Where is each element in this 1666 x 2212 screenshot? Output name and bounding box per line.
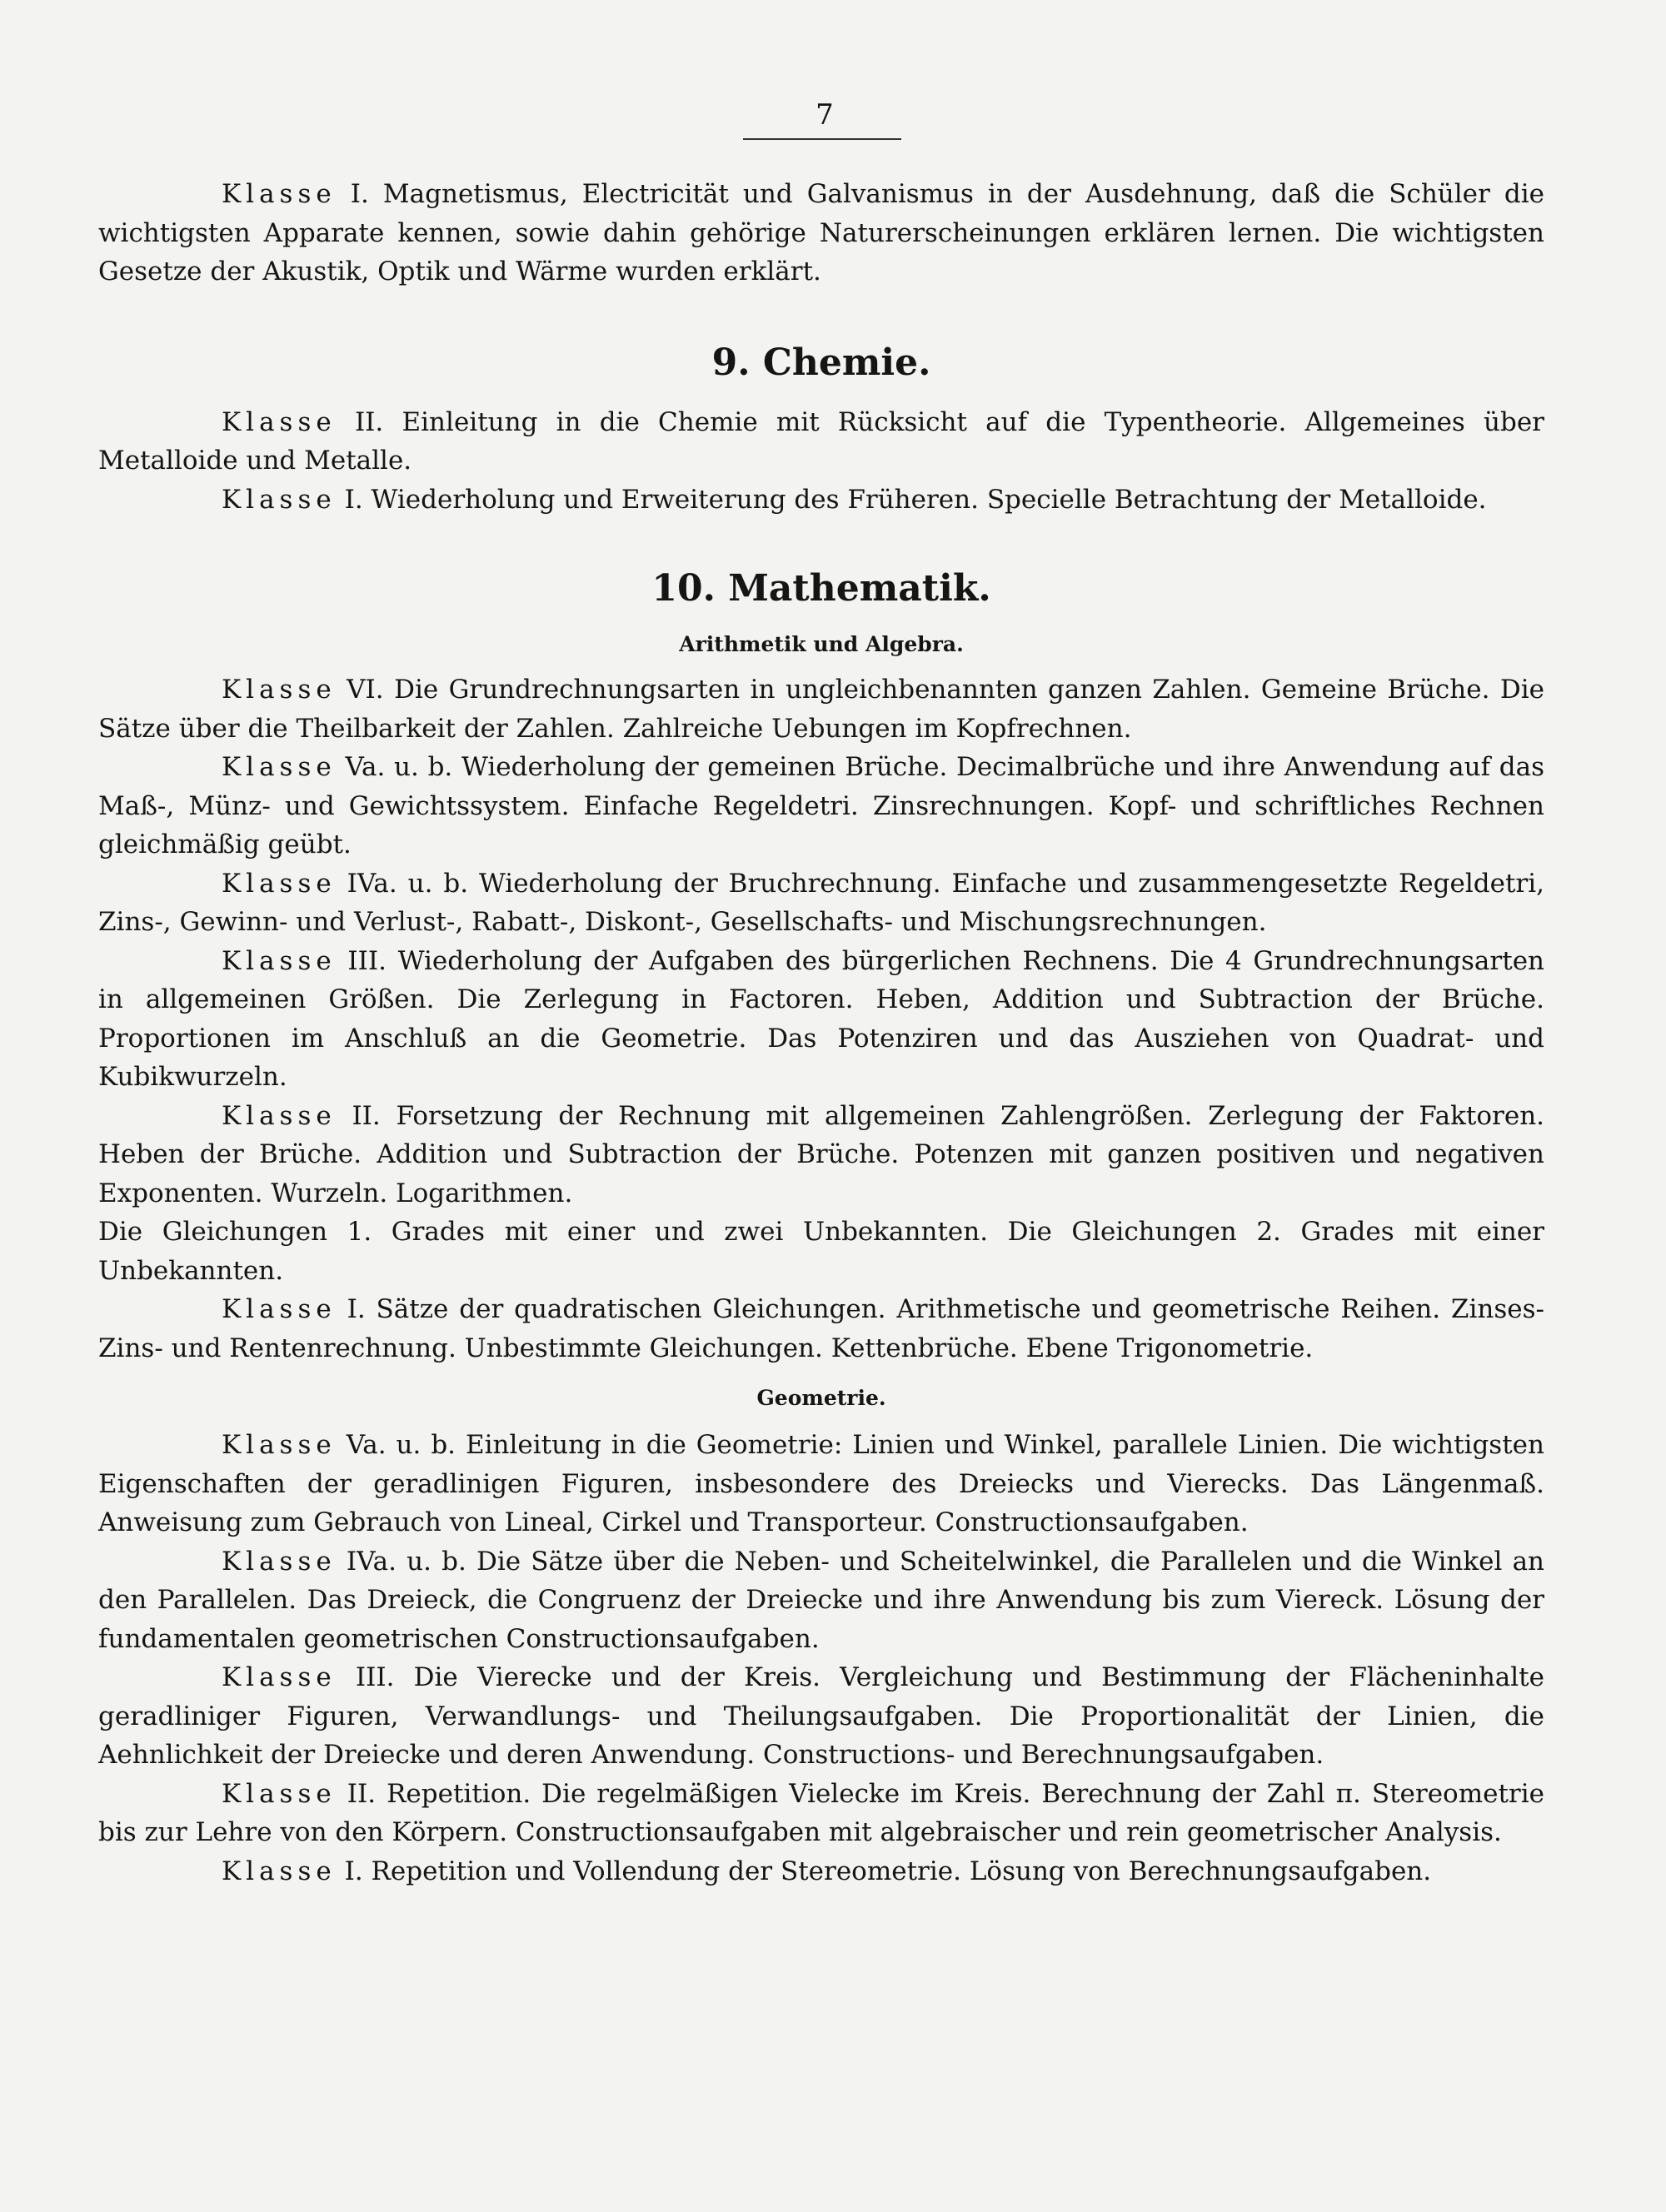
page-number: 7 bbox=[816, 98, 834, 132]
klasse-level: Va. u. b. bbox=[346, 1430, 456, 1460]
klasse-label: Klasse bbox=[222, 406, 337, 437]
klasse-level: Va. u. b. bbox=[345, 752, 453, 782]
physik-klasse-i-paragraph bbox=[98, 175, 1544, 291]
klasse-label: Klasse bbox=[222, 1430, 337, 1460]
chemie-klasse-ii-paragraph bbox=[98, 403, 1544, 481]
arith-gleichungen-paragraph bbox=[98, 1213, 1544, 1290]
klasse-level: I. bbox=[344, 1856, 363, 1886]
paragraph-text: Die Gleichungen 1. Grades mit einer und zwei Unbekannten. Die Gleichungen 2. Grades mit einer Unbekannten. bbox=[98, 1217, 1544, 1286]
paragraph-text: Einleitung in die Chemie mit Rücksicht auf die Typentheorie. Allgemeines über Metalloide und Metalle. bbox=[98, 406, 1545, 476]
klasse-level: IVa. u. b. bbox=[347, 868, 469, 899]
klasse-label: Klasse bbox=[222, 1100, 337, 1131]
geom-klasse-v-paragraph bbox=[98, 1426, 1544, 1542]
paragraph-text: Wiederholung der Bruchrechnung. Einfache und zusammengesetzte Regeldetri, Zins-, Gewinn- und Verlust-, Rabatt-, Diskont-, Gesellschafts- und Mischungsrechnungen. bbox=[98, 868, 1544, 937]
klasse-label: Klasse bbox=[222, 1856, 337, 1886]
page-body bbox=[98, 175, 1544, 1891]
arith-klasse-iv-paragraph bbox=[98, 864, 1544, 942]
paragraph-text: Repetition. Die regelmäßigen Vielecke im Kreis. Berechnung der Zahl π. Stereometrie bis zur Lehre von den Körpern. Constructionsaufgaben mit algebraischer und rein geometrischer Analysis. bbox=[98, 1778, 1544, 1847]
paragraph-text: Wiederholung der Aufgaben des bürgerlichen Rechnens. Die 4 Grundrechnungsarten in allgemeinen Größen. Die Zerlegung in Factoren. Heben, Addition und Subtraction der Brüche. Proportionen im Anschluß an die Geometrie. Das Potenziren und das Ausziehen von Quadrat- und Kubikwurzeln. bbox=[98, 945, 1545, 1092]
klasse-label: Klasse bbox=[222, 752, 337, 782]
arithmetik-subheading: Arithmetik und Algebra. bbox=[679, 632, 964, 656]
klasse-label: Klasse bbox=[222, 868, 337, 899]
geometrie-subheading: Geometrie. bbox=[756, 1386, 886, 1410]
geom-klasse-iv-paragraph bbox=[98, 1542, 1544, 1659]
klasse-level: VI. bbox=[347, 675, 384, 705]
klasse-level: II. bbox=[352, 1100, 381, 1131]
klasse-level: III. bbox=[347, 945, 387, 976]
arith-klasse-iii-paragraph bbox=[98, 942, 1544, 1097]
paragraph-text: Die Grundrechnungsarten in ungleichbenannten ganzen Zahlen. Gemeine Brüche. Die Sätze über die Theilbarkeit der Zahlen. Zahlreiche Uebungen im Kopfrechnen. bbox=[98, 675, 1544, 744]
klasse-label: Klasse bbox=[222, 675, 337, 705]
klasse-level: III. bbox=[355, 1662, 395, 1692]
paragraph-text: Wiederholung und Erweiterung des Früheren. Specielle Betrachtung der Metalloide. bbox=[371, 484, 1487, 515]
klasse-label: Klasse bbox=[222, 945, 337, 976]
klasse-level: I. bbox=[344, 484, 363, 515]
paragraph-text: Einleitung in die Geometrie: Linien und Winkel, parallele Linien. Die wichtigsten Eigenschaften der geradlinigen Figuren, insbesondere des Dreiecks und Vierecks. Das Längenmaß. Anweisung zum Gebrauch von Lineal, Cirkel und Transporteur. Constructionsaufgaben. bbox=[98, 1430, 1544, 1537]
klasse-label: Klasse bbox=[222, 1778, 337, 1809]
arith-klasse-ii-paragraph bbox=[98, 1097, 1544, 1213]
paragraph-text: Repetition und Vollendung der Stereometrie. Lösung von Berechnungsaufgaben. bbox=[371, 1856, 1432, 1886]
header-rule bbox=[743, 138, 901, 140]
klasse-level: II. bbox=[347, 1778, 377, 1809]
klasse-label: Klasse bbox=[222, 1546, 337, 1577]
geom-klasse-iii-paragraph bbox=[98, 1658, 1544, 1775]
geom-klasse-i-paragraph bbox=[98, 1852, 1544, 1891]
klasse-level: I. bbox=[350, 179, 369, 209]
klasse-label: Klasse bbox=[222, 484, 337, 515]
chemie-klasse-i-paragraph bbox=[98, 481, 1544, 520]
klasse-label: Klasse bbox=[222, 179, 337, 209]
paragraph-text: Magnetismus, Electricität und Galvanismus in der Ausdehnung, daß die Schüler die wichtigsten Apparate kennen, sowie dahin gehörige Naturerscheinungen erklären lernen. Die wichtigsten Gesetze der Akustik, Optik und Wärme wurden erklärt. bbox=[98, 179, 1544, 286]
paragraph-text: Wiederholung der gemeinen Brüche. Decimalbrüche und ihre Anwendung auf das Maß-, Münz- und Gewichtssystem. Einfache Regeldetri. Zinsrechnungen. Kopf- und schriftliches Rechnen gleichmäßig geübt. bbox=[98, 752, 1545, 859]
arith-klasse-i-paragraph bbox=[98, 1290, 1544, 1368]
klasse-label: Klasse bbox=[222, 1294, 337, 1324]
paragraph-text: Sätze der quadratischen Gleichungen. Arithmetische und geometrische Reihen. Zinses-Zins- und Rentenrechnung. Unbestimmte Gleichungen. Kettenbrüche. Ebene Trigonometrie. bbox=[98, 1294, 1544, 1363]
paragraph-text: Die Sätze über die Neben- und Scheitelwinkel, die Parallelen und die Winkel an den Parallelen. Das Dreieck, die Congruenz der Dreiecke und ihre Anwendung bis zum Viereck. Lösung der fundamentalen geometrischen Constructionsaufgaben. bbox=[98, 1546, 1545, 1654]
klasse-level: IVa. u. b. bbox=[346, 1546, 466, 1577]
klasse-level: I. bbox=[347, 1294, 366, 1324]
arith-klasse-v-paragraph bbox=[98, 748, 1544, 864]
chemie-heading: 9. Chemie. bbox=[711, 341, 931, 384]
geom-klasse-ii-paragraph bbox=[98, 1775, 1544, 1852]
paragraph-text: Forsetzung der Rechnung mit allgemeinen Zahlengrößen. Zerlegung der Faktoren. Heben der Brüche. Addition und Subtraction der Brüche. Potenzen mit ganzen positiven und negativen Exponenten. Wurzeln. Logarithmen. bbox=[98, 1100, 1545, 1208]
arith-klasse-vi-paragraph bbox=[98, 670, 1544, 748]
mathematik-heading: 10. Mathematik. bbox=[651, 567, 991, 610]
klasse-level: II. bbox=[354, 406, 384, 437]
klasse-label: Klasse bbox=[222, 1662, 337, 1692]
paragraph-text: Die Vierecke und der Kreis. Vergleichung und Bestimmung der Flächeninhalte geradliniger Figuren, Verwandlungs- und Theilungsaufgaben. Die Proportionalität der Linien, die Aehnlichkeit der Dreiecke und deren Anwendung. Constructions- und Berechnungsaufgaben. bbox=[98, 1662, 1544, 1770]
